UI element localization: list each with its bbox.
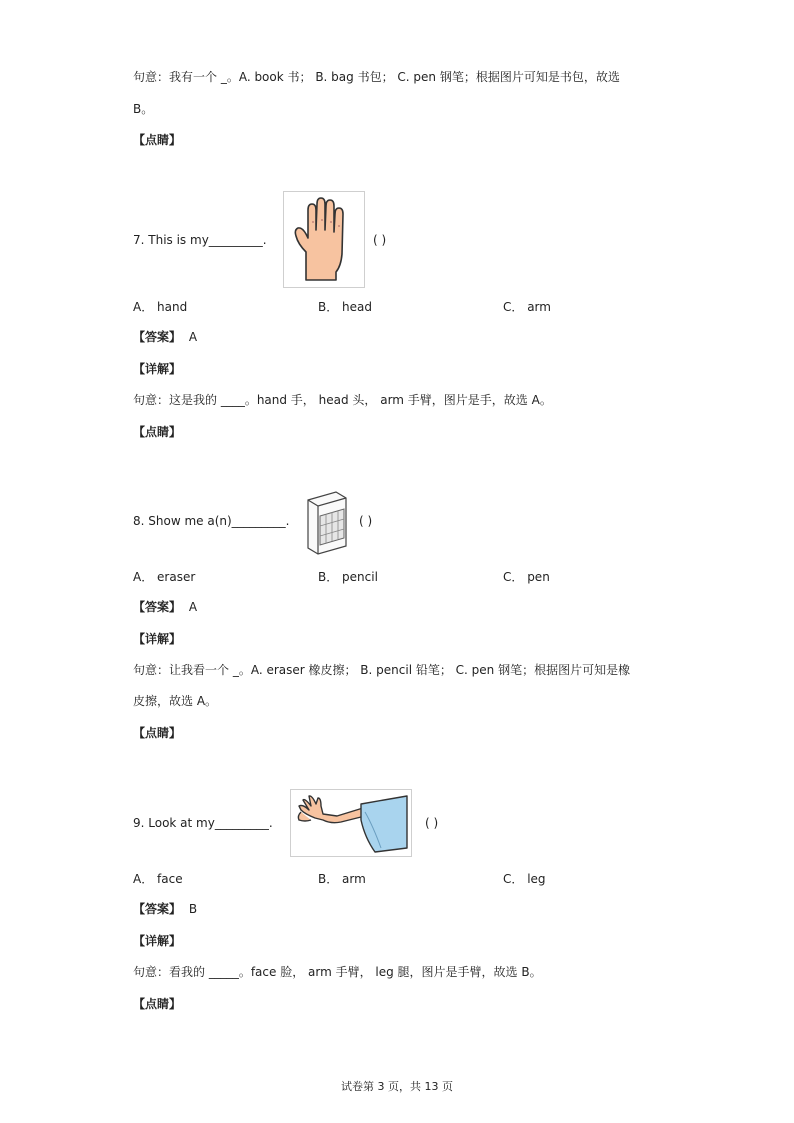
explanation-line: B。 [133, 102, 154, 116]
explanation-line: 句意：这是我的 ____。hand 手， head 头， arm 手臂，图片是手，故选 A。 [133, 393, 552, 407]
arm-picture [290, 789, 412, 857]
option-c: C． pen [503, 570, 550, 584]
comment-label: 【点睛】 [133, 133, 182, 147]
detail-label: 【详解】 [133, 632, 182, 646]
option-c: C． arm [503, 300, 551, 314]
hand-picture [283, 191, 365, 288]
option-c: C． leg [503, 872, 546, 886]
explanation-line: 皮擦，故选 A。 [133, 694, 218, 708]
explanation-line: 句意：看我的 _____。face 脸， arm 手臂， leg 腿，图片是手臂，故选 B。 [133, 965, 542, 979]
page-footer: 试卷第 3 页，共 13 页 [341, 1080, 453, 1093]
comment-label: 【点睛】 [133, 425, 182, 439]
hand-icon [284, 192, 364, 287]
answer-row [133, 902, 197, 916]
answer-paren: ( ) [373, 233, 387, 247]
answer-label: 【答案】 [133, 902, 182, 916]
option-a: A． hand [133, 300, 188, 314]
answer-row [133, 600, 197, 614]
answer-paren: ( ) [425, 816, 439, 830]
option-b: B． head [318, 300, 373, 314]
detail-label: 【详解】 [133, 934, 182, 948]
comment-label: 【点睛】 [133, 997, 182, 1011]
answer-label: 【答案】 [133, 600, 182, 614]
answer-label: 【答案】 [133, 330, 182, 344]
answer-value: B [188, 902, 198, 916]
option-b: B． pencil [318, 570, 378, 584]
question-9: 9. Look at my_________. [133, 816, 273, 830]
explanation-line: 句意：我有一个 _。A. book 书； B. bag 书包； C. pen 钢笔；根据图片可知是书包，故选 [133, 70, 620, 84]
option-b: B． arm [318, 872, 366, 886]
answer-value: A [188, 330, 198, 344]
answer-value: A [188, 600, 198, 614]
detail-label: 【详解】 [133, 362, 182, 376]
arm-icon [291, 790, 411, 856]
question-7: 7. This is my_________. [133, 233, 267, 247]
comment-label: 【点睛】 [133, 726, 182, 740]
answer-paren: ( ) [359, 514, 373, 528]
option-a: A． eraser [133, 570, 196, 584]
option-a: A． face [133, 872, 183, 886]
question-8: 8. Show me a(n)_________. [133, 514, 290, 528]
eraser-icon [300, 486, 354, 556]
answer-row [133, 330, 197, 344]
eraser-picture [300, 486, 354, 556]
explanation-line: 句意：让我看一个 _。A. eraser 橡皮擦； B. pencil 铅笔； C. pen 钢笔；根据图片可知是橡 [133, 663, 631, 677]
